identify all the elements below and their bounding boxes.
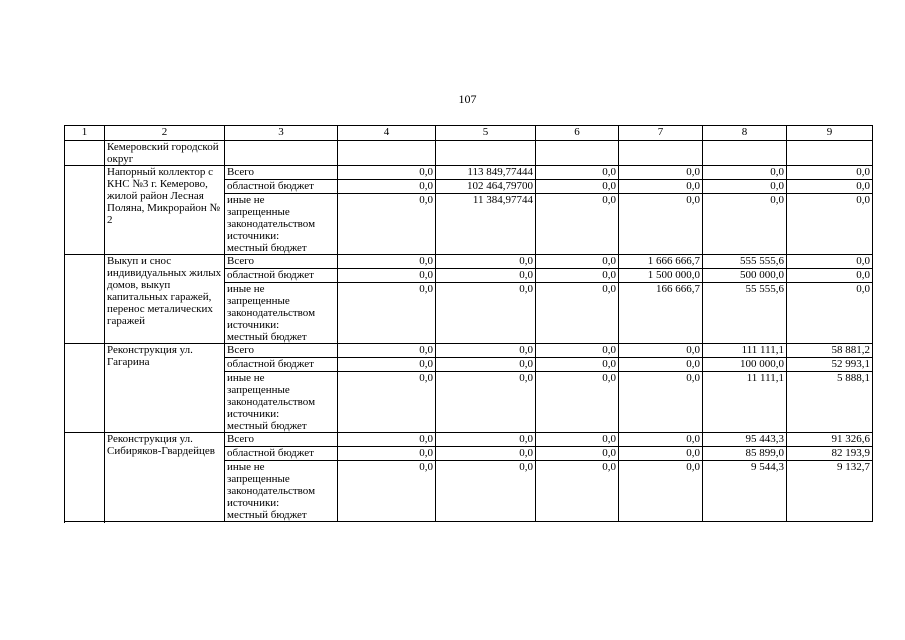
amount-cell: 0,0 (338, 166, 436, 180)
table-cell (703, 141, 787, 166)
amount-cell: 0,0 (703, 166, 787, 180)
amount-cell: 0,0 (436, 344, 536, 358)
amount-cell: 0,0 (536, 255, 619, 269)
amount-cell: 0,0 (436, 269, 536, 283)
amount-cell: 0,0 (338, 180, 436, 194)
table-cell (338, 141, 436, 166)
table-row (65, 344, 873, 358)
source-label-line: источники: (227, 319, 280, 331)
amount-cell: 0,0 (536, 194, 619, 255)
amount-cell: 82 193,9 (787, 447, 873, 461)
amount-cell: 102 464,79700 (436, 180, 536, 194)
amount-cell: 0,0 (619, 344, 703, 358)
amount-cell: 0,0 (536, 372, 619, 433)
amount-cell: 9 132,7 (787, 461, 873, 522)
amount-cell: 0,0 (787, 283, 873, 344)
amount-cell: 91 326,6 (787, 433, 873, 447)
amount-cell: 0,0 (703, 180, 787, 194)
amount-cell: 0,0 (436, 461, 536, 522)
amount-cell: 0,0 (436, 255, 536, 269)
amount-cell: 0,0 (436, 283, 536, 344)
source-label-other (225, 283, 338, 344)
source-label-line: законодательством (227, 218, 316, 230)
amount-cell: 11 111,1 (703, 372, 787, 433)
source-label-local: местный бюджет (227, 420, 307, 432)
amount-cell: 0,0 (536, 461, 619, 522)
table-cell (787, 141, 873, 166)
project-name: Реконструкция ул. Гагарина (105, 344, 225, 433)
amount-cell: 0,0 (338, 344, 436, 358)
amount-cell: 0,0 (787, 255, 873, 269)
amount-cell: 85 899,0 (703, 447, 787, 461)
amount-cell: 0,0 (787, 180, 873, 194)
amount-cell: 0,0 (619, 166, 703, 180)
source-label-local: местный бюджет (227, 509, 307, 521)
source-label: областной бюджет (225, 269, 338, 283)
source-label-line: источники: (227, 497, 280, 509)
table-cell (436, 141, 536, 166)
project-name: Напорный коллектор с КНС №3 г. Кемерово, жилой район Лесная Поляна, Микрорайон № 2 (105, 166, 225, 255)
source-label-other (225, 372, 338, 433)
amount-cell: 0,0 (703, 194, 787, 255)
source-label-line: законодательством (227, 485, 316, 497)
amount-cell: 95 443,3 (703, 433, 787, 447)
column-header: 2 (105, 126, 225, 141)
table-cell (225, 141, 338, 166)
source-label-line: иные не (227, 283, 265, 295)
table-body (65, 126, 873, 522)
column-header: 9 (787, 126, 873, 141)
table-cell (619, 141, 703, 166)
amount-cell: 0,0 (436, 358, 536, 372)
page-number: 107 (458, 92, 477, 106)
column-header: 6 (536, 126, 619, 141)
amount-cell: 0,0 (436, 372, 536, 433)
amount-cell: 0,0 (338, 255, 436, 269)
amount-cell: 0,0 (787, 194, 873, 255)
amount-cell: 113 849,77444 (436, 166, 536, 180)
source-label: Всего (225, 255, 338, 269)
amount-cell: 0,0 (338, 194, 436, 255)
source-label-line: запрещенные (227, 384, 290, 396)
amount-cell: 0,0 (338, 269, 436, 283)
source-label-line: иные не (227, 461, 265, 473)
amount-cell: 0,0 (536, 283, 619, 344)
source-label-line: законодательством (227, 307, 316, 319)
amount-cell: 0,0 (536, 269, 619, 283)
source-label-local: местный бюджет (227, 331, 307, 343)
amount-cell: 52 993,1 (787, 358, 873, 372)
amount-cell: 0,0 (338, 372, 436, 433)
amount-cell: 0,0 (338, 433, 436, 447)
table-cell (536, 141, 619, 166)
amount-cell: 100 000,0 (703, 358, 787, 372)
source-label: областной бюджет (225, 358, 338, 372)
amount-cell: 0,0 (619, 461, 703, 522)
amount-cell: 0,0 (619, 433, 703, 447)
amount-cell: 0,0 (338, 358, 436, 372)
source-label: Всего (225, 166, 338, 180)
amount-cell: 5 888,1 (787, 372, 873, 433)
amount-cell: 111 111,1 (703, 344, 787, 358)
source-label-other (225, 461, 338, 522)
row-index-cell (65, 433, 105, 522)
source-label: Всего (225, 344, 338, 358)
project-name: Реконструкция ул. Сибиряков-Гвардейцев (105, 433, 225, 522)
column-header: 3 (225, 126, 338, 141)
amount-cell: 0,0 (536, 344, 619, 358)
source-label-local: местный бюджет (227, 242, 307, 254)
source-label-line: запрещенные (227, 206, 290, 218)
column-header: 5 (436, 126, 536, 141)
amount-cell: 0,0 (338, 283, 436, 344)
amount-cell: 0,0 (436, 447, 536, 461)
table-row (65, 166, 873, 180)
row-index-cell (65, 344, 105, 433)
district-row (65, 141, 873, 166)
amount-cell: 9 544,3 (703, 461, 787, 522)
amount-cell: 166 666,7 (619, 283, 703, 344)
source-label: Всего (225, 433, 338, 447)
source-label-line: запрещенные (227, 473, 290, 485)
column-header: 8 (703, 126, 787, 141)
amount-cell: 0,0 (619, 372, 703, 433)
amount-cell: 0,0 (536, 180, 619, 194)
source-label: областной бюджет (225, 447, 338, 461)
amount-cell: 0,0 (619, 358, 703, 372)
source-label-other (225, 194, 338, 255)
row-index-cell (65, 166, 105, 255)
budget-table (64, 125, 873, 522)
source-label-line: иные не (227, 194, 265, 206)
source-label-line: запрещенные (227, 295, 290, 307)
column-header: 7 (619, 126, 703, 141)
table-cell (65, 141, 105, 166)
amount-cell: 1 666 666,7 (619, 255, 703, 269)
table-row (65, 255, 873, 269)
source-label-line: источники: (227, 230, 280, 242)
amount-cell: 0,0 (536, 166, 619, 180)
amount-cell: 0,0 (338, 461, 436, 522)
row-index-cell (65, 255, 105, 344)
amount-cell: 0,0 (338, 447, 436, 461)
amount-cell: 0,0 (619, 180, 703, 194)
project-name: Выкуп и снос индивидуальных жилых домов, выкуп капитальных гаражей, перенос металических гаражей (105, 255, 225, 344)
district-name: Кемеровский городской округ (105, 141, 225, 166)
source-label-line: законодательством (227, 396, 316, 408)
amount-cell: 0,0 (619, 194, 703, 255)
amount-cell: 55 555,6 (703, 283, 787, 344)
amount-cell: 0,0 (536, 433, 619, 447)
amount-cell: 0,0 (787, 269, 873, 283)
source-label-line: иные не (227, 372, 265, 384)
amount-cell: 555 555,6 (703, 255, 787, 269)
amount-cell: 0,0 (436, 433, 536, 447)
amount-cell: 0,0 (787, 166, 873, 180)
column-header: 1 (65, 126, 105, 141)
amount-cell: 500 000,0 (703, 269, 787, 283)
amount-cell: 1 500 000,0 (619, 269, 703, 283)
column-header: 4 (338, 126, 436, 141)
amount-cell: 0,0 (536, 447, 619, 461)
source-label-line: источники: (227, 408, 280, 420)
table-row (65, 433, 873, 447)
amount-cell: 0,0 (536, 358, 619, 372)
source-label: областной бюджет (225, 180, 338, 194)
amount-cell: 58 881,2 (787, 344, 873, 358)
amount-cell: 0,0 (619, 447, 703, 461)
amount-cell: 11 384,97744 (436, 194, 536, 255)
column-number-row (65, 126, 873, 141)
